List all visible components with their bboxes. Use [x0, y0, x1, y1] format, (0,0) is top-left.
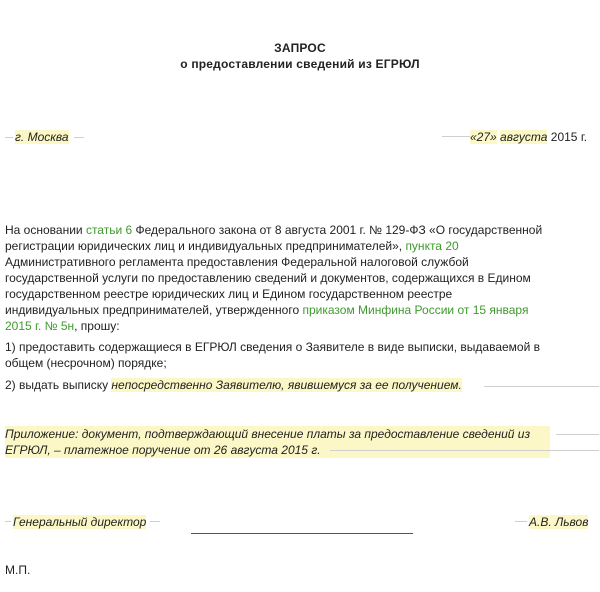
order-link[interactable]: приказом Минфина России от 15 января 2015 г. № 5н [5, 303, 529, 333]
position-rule-left [5, 521, 11, 522]
regulation-item-link[interactable]: пункта 20 [405, 239, 459, 253]
date-day: «27» [470, 130, 497, 144]
body-text-1: На основании [5, 223, 86, 237]
date-suffix: г. [580, 130, 588, 144]
date-month: августа [500, 130, 548, 144]
attachment-rule-2 [330, 450, 599, 451]
attachment-text: Приложение: документ, подтверждающий внесение платы за предоставление сведений из ЕГРЮЛ, – платежное поручение от 26 августа 2015 г. [5, 426, 550, 458]
attachment-rule-1 [556, 434, 599, 435]
request-item-2-prefix: 2) выдать выписку [5, 378, 112, 392]
date-field [442, 130, 587, 144]
body-text-2: Федерального закона от 8 августа 2001 г. № 129-ФЗ «О государственной регистрации юридических лиц и индивидуальных предпринимателей», [5, 223, 543, 253]
body-text-3: Административного регламента предоставления Федеральной налоговой службой государственной услуги по предоставлению сведений и документов, содержащихся в Едином государственном реестре юридических лиц и Едином государственном реестре индивидуальных предпринимателей, утвержденного [5, 255, 531, 317]
position-rule-right [150, 521, 160, 522]
signature-line [191, 533, 413, 534]
request-item-2 [5, 378, 462, 392]
request-item-1-text: 1) предоставить содержащиеся в ЕГРЮЛ сведения о Заявителе в виде выписки, выдаваемой в общем (несрочном) порядке; [5, 340, 541, 370]
body-text-4: , прошу: [74, 319, 120, 333]
article-link[interactable]: статьи 6 [85, 223, 133, 237]
request-item-2-rule [484, 386, 599, 387]
body-paragraph [5, 222, 545, 334]
document-title: ЗАПРОС [274, 41, 326, 55]
city-rule-left [5, 137, 13, 138]
name-rule-left [515, 521, 527, 522]
signer-position: Генеральный директор [13, 515, 147, 529]
request-item-1 [5, 339, 553, 371]
date-rule [442, 136, 470, 137]
signer-name: А.В. Львов [529, 515, 589, 529]
date-year: 2015 [550, 130, 578, 144]
request-item-2-fill: непосредственно Заявителю, явившемуся за ее получением. [111, 378, 462, 392]
document-subtitle: о предоставлении сведений из ЕГРЮЛ [180, 57, 420, 71]
city-field: г. Москва [15, 130, 69, 144]
seal-placeholder: М.П. [5, 563, 31, 577]
city-rule-right [74, 137, 84, 138]
